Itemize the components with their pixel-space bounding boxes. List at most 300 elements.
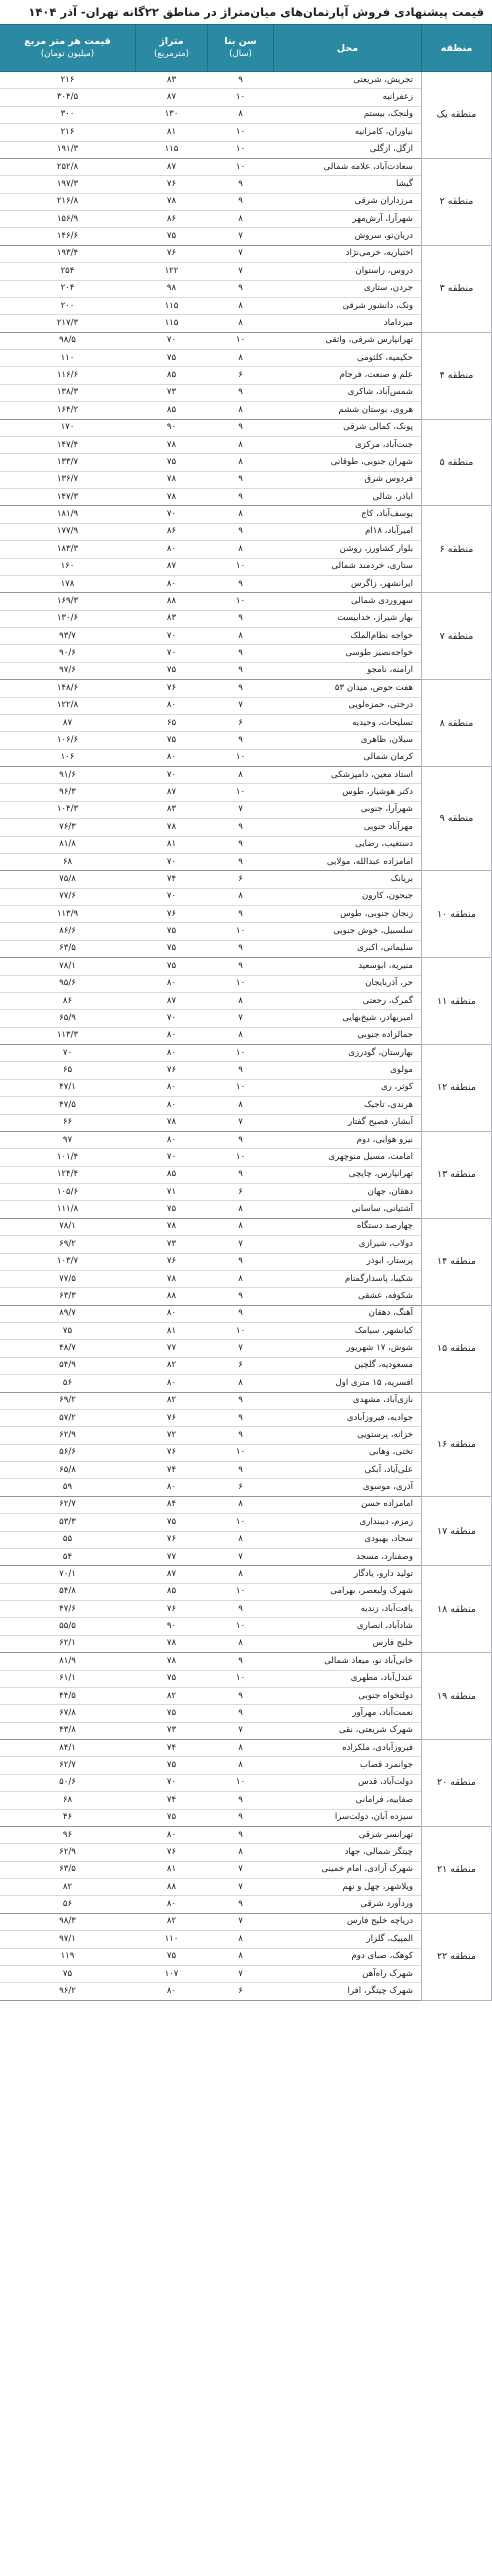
price-cell: ۶۲/۹ bbox=[0, 1427, 136, 1444]
area-cell: ۷۶ bbox=[136, 1844, 208, 1861]
location-cell: آشتیانی، ساسانی bbox=[274, 1201, 422, 1218]
table-row bbox=[0, 1896, 492, 1913]
age-cell: ۹ bbox=[208, 1288, 274, 1305]
location-cell: امیربهادر، شیخ‌بهایی bbox=[274, 1010, 422, 1027]
location-cell: دستغیب، رضایی bbox=[274, 836, 422, 853]
age-cell: ۱۰ bbox=[208, 1444, 274, 1461]
age-cell: ۸ bbox=[208, 1270, 274, 1287]
age-cell: ۹ bbox=[208, 1253, 274, 1270]
area-cell: ۱۱۵ bbox=[136, 141, 208, 158]
region-name: منطقه ۱۳ bbox=[422, 1131, 492, 1218]
table-row bbox=[0, 541, 492, 558]
area-cell: ۸۰ bbox=[136, 1479, 208, 1496]
price-cell: ۵۶ bbox=[0, 1375, 136, 1392]
area-cell: ۷۵ bbox=[136, 732, 208, 749]
table-row bbox=[0, 714, 492, 731]
price-cell: ۱۷۸ bbox=[0, 575, 136, 592]
age-cell: ۹ bbox=[208, 523, 274, 540]
region-name: منطقه ۱۷ bbox=[422, 1496, 492, 1566]
price-cell: ۱۰۱/۴ bbox=[0, 1149, 136, 1166]
location-cell: پرستار، ابوذر bbox=[274, 1253, 422, 1270]
region-name: منطقه ۸ bbox=[422, 680, 492, 767]
area-cell: ۸۳ bbox=[136, 801, 208, 818]
location-cell: خزانه، پرستویی bbox=[274, 1427, 422, 1444]
area-cell: ۱۱۵ bbox=[136, 297, 208, 314]
price-cell: ۸۷ bbox=[0, 714, 136, 731]
area-cell: ۸۷ bbox=[136, 992, 208, 1009]
price-cell: ۵۴/۸ bbox=[0, 1583, 136, 1600]
location-cell: شهرک چیتگر، افرا bbox=[274, 1983, 422, 2000]
age-cell: ۹ bbox=[208, 819, 274, 836]
age-cell: ۸ bbox=[208, 211, 274, 228]
location-cell: امامت، مسیل منوچهری bbox=[274, 1149, 422, 1166]
area-cell: ۹۰ bbox=[136, 419, 208, 436]
location-cell: علم و صنعت، فرجام bbox=[274, 367, 422, 384]
age-cell: ۷ bbox=[208, 1879, 274, 1896]
area-cell: ۹۸ bbox=[136, 280, 208, 297]
age-cell: ۶ bbox=[208, 871, 274, 888]
location-cell: شوش، ۱۷ شهریور bbox=[274, 1340, 422, 1357]
price-cell: ۵۷/۲ bbox=[0, 1409, 136, 1426]
table-row bbox=[0, 1270, 492, 1287]
table-row bbox=[0, 610, 492, 627]
price-cell: ۸۱/۸ bbox=[0, 836, 136, 853]
table-row bbox=[0, 193, 492, 210]
age-cell: ۱۰ bbox=[208, 158, 274, 175]
area-cell: ۸۰ bbox=[136, 1375, 208, 1392]
location-cell: دکتر هوشیار، طوس bbox=[274, 784, 422, 801]
area-cell: ۸۵ bbox=[136, 367, 208, 384]
price-cell: ۶۶ bbox=[0, 1114, 136, 1131]
table-row bbox=[0, 1566, 492, 1583]
age-cell: ۷ bbox=[208, 1236, 274, 1253]
age-cell: ۹ bbox=[208, 280, 274, 297]
price-cell: ۷۶/۳ bbox=[0, 819, 136, 836]
table-row bbox=[0, 1774, 492, 1791]
location-cell: شهرک ولیعصر، بهرامی bbox=[274, 1583, 422, 1600]
location-cell: ستاری، خردمند شمالی bbox=[274, 558, 422, 575]
area-cell: ۸۰ bbox=[136, 1079, 208, 1096]
price-cell: ۱۶۹/۳ bbox=[0, 593, 136, 610]
price-cell: ۷۵ bbox=[0, 1323, 136, 1340]
price-cell: ۴۷/۱ bbox=[0, 1079, 136, 1096]
table-row bbox=[0, 680, 492, 697]
region-name: منطقه ۱۵ bbox=[422, 1305, 492, 1392]
age-cell: ۱۰ bbox=[208, 1323, 274, 1340]
location-cell: شهرک شریعتی، نقی bbox=[274, 1722, 422, 1739]
price-cell: ۱۰۵/۶ bbox=[0, 1184, 136, 1201]
price-cell: ۲۱۶/۸ bbox=[0, 193, 136, 210]
table-row bbox=[0, 350, 492, 367]
area-cell: ۷۴ bbox=[136, 1792, 208, 1809]
area-cell: ۸۷ bbox=[136, 784, 208, 801]
age-cell: ۹ bbox=[208, 1462, 274, 1479]
age-cell: ۸ bbox=[208, 1375, 274, 1392]
area-cell: ۷۰ bbox=[136, 888, 208, 905]
price-cell: ۱۷۷/۹ bbox=[0, 523, 136, 540]
age-cell: ۹ bbox=[208, 1896, 274, 1913]
age-cell: ۹ bbox=[208, 940, 274, 957]
table-row bbox=[0, 662, 492, 679]
price-cell: ۱۲۴/۴ bbox=[0, 1166, 136, 1183]
location-cell: خواجه‌نصیر طوسی bbox=[274, 645, 422, 662]
area-cell: ۸۵ bbox=[136, 402, 208, 419]
table-row bbox=[0, 1965, 492, 1982]
table-row bbox=[0, 89, 492, 106]
location-cell: بهارستان، گودرزی bbox=[274, 1045, 422, 1062]
price-cell: ۱۱۱/۸ bbox=[0, 1201, 136, 1218]
area-cell: ۸۷ bbox=[136, 1566, 208, 1583]
area-cell: ۶۵ bbox=[136, 714, 208, 731]
price-cell: ۵۴/۹ bbox=[0, 1357, 136, 1374]
area-cell: ۸۳ bbox=[136, 610, 208, 627]
location-cell: ولنجک، بیستم bbox=[274, 106, 422, 123]
location-cell: ایرانشهر، زاگرس bbox=[274, 575, 422, 592]
area-cell: ۹۰ bbox=[136, 1618, 208, 1635]
table-row bbox=[0, 1844, 492, 1861]
area-cell: ۷۳ bbox=[136, 1722, 208, 1739]
table-row bbox=[0, 454, 492, 471]
price-cell: ۱۴۶/۶ bbox=[0, 228, 136, 245]
location-cell: مهرآباد جنوبی bbox=[274, 819, 422, 836]
location-cell: المپیک، گلزار bbox=[274, 1931, 422, 1948]
age-cell: ۹ bbox=[208, 471, 274, 488]
header-region: منطقه bbox=[422, 25, 492, 72]
area-cell: ۷۸ bbox=[136, 1653, 208, 1670]
price-cell: ۱۴۷/۴ bbox=[0, 436, 136, 453]
table-row bbox=[0, 158, 492, 175]
table-row bbox=[0, 975, 492, 992]
area-cell: ۸۱ bbox=[136, 836, 208, 853]
table-row bbox=[0, 836, 492, 853]
price-cell: ۷۰ bbox=[0, 1045, 136, 1062]
price-cell: ۱۳۸/۳ bbox=[0, 384, 136, 401]
price-cell: ۲۱۶ bbox=[0, 124, 136, 141]
location-cell: گمرک، رجعتی bbox=[274, 992, 422, 1009]
table-row bbox=[0, 1184, 492, 1201]
location-cell: سعادت‌آباد، علامه شمالی bbox=[274, 158, 422, 175]
region-name: منطقه یک bbox=[422, 72, 492, 159]
age-cell: ۹ bbox=[208, 176, 274, 193]
location-cell: دولت‌آباد، قدس bbox=[274, 1774, 422, 1791]
location-cell: زنجان جنوبی، طوس bbox=[274, 906, 422, 923]
area-cell: ۷۰ bbox=[136, 767, 208, 784]
location-cell: نازی‌آباد، مشهدی bbox=[274, 1392, 422, 1409]
area-cell: ۷۶ bbox=[136, 1062, 208, 1079]
price-cell: ۹۸/۳ bbox=[0, 1913, 136, 1930]
table-row bbox=[0, 1010, 492, 1027]
price-cell: ۳۰۴/۵ bbox=[0, 89, 136, 106]
area-cell: ۷۶ bbox=[136, 906, 208, 923]
region-name: منطقه ۱۱ bbox=[422, 958, 492, 1045]
area-cell: ۷۰ bbox=[136, 1774, 208, 1791]
age-cell: ۹ bbox=[208, 1792, 274, 1809]
area-cell: ۷۶ bbox=[136, 1601, 208, 1618]
age-cell: ۷ bbox=[208, 1340, 274, 1357]
location-cell: چهارصد دستگاه bbox=[274, 1218, 422, 1235]
table-row bbox=[0, 1879, 492, 1896]
area-cell: ۸۱ bbox=[136, 1323, 208, 1340]
area-cell: ۷۸ bbox=[136, 819, 208, 836]
area-cell: ۷۰ bbox=[136, 332, 208, 349]
age-cell: ۹ bbox=[208, 384, 274, 401]
location-cell: پونک، کمالی شرقی bbox=[274, 419, 422, 436]
age-cell: ۸ bbox=[208, 436, 274, 453]
table-row bbox=[0, 176, 492, 193]
location-cell: سهروردی شمالی bbox=[274, 593, 422, 610]
age-cell: ۶ bbox=[208, 1479, 274, 1496]
location-cell: فردوس شرق bbox=[274, 471, 422, 488]
price-cell: ۱۴۷/۳ bbox=[0, 489, 136, 506]
table-row bbox=[0, 1305, 492, 1322]
area-cell: ۷۶ bbox=[136, 245, 208, 262]
location-cell: امیرآباد، ۱۸ام bbox=[274, 523, 422, 540]
area-cell: ۸۵ bbox=[136, 1583, 208, 1600]
price-cell: ۶۵ bbox=[0, 1062, 136, 1079]
price-cell: ۱۰۳/۷ bbox=[0, 1253, 136, 1270]
region-name: منطقه ۹ bbox=[422, 767, 492, 871]
location-cell: شهران جنوبی، طوقانی bbox=[274, 454, 422, 471]
area-cell: ۸۰ bbox=[136, 1826, 208, 1843]
area-cell: ۷۵ bbox=[136, 1809, 208, 1826]
table-row bbox=[0, 1097, 492, 1114]
location-cell: چیتگر شمالی، جهاد bbox=[274, 1844, 422, 1861]
table-row bbox=[0, 245, 492, 262]
table-row bbox=[0, 1670, 492, 1687]
area-cell: ۸۳ bbox=[136, 72, 208, 89]
area-cell: ۷۵ bbox=[136, 1201, 208, 1218]
age-cell: ۹ bbox=[208, 1653, 274, 1670]
table-row bbox=[0, 72, 492, 89]
price-cell: ۹۵/۶ bbox=[0, 975, 136, 992]
location-cell: زعفرانیه bbox=[274, 89, 422, 106]
age-cell: ۸ bbox=[208, 506, 274, 523]
price-cell: ۷۷/۵ bbox=[0, 1270, 136, 1287]
age-cell: ۸ bbox=[208, 315, 274, 332]
table-row bbox=[0, 1131, 492, 1148]
location-cell: ارامنه، نامجو bbox=[274, 662, 422, 679]
page-title: قیمت پیشنهادی فروش آپارتمان‌های میان‌متراژ در مناطق ۲۲گانه تهران- آذر ۱۴۰۴ bbox=[28, 5, 484, 19]
price-cell: ۴۳/۸ bbox=[0, 1722, 136, 1739]
table-row bbox=[0, 1149, 492, 1166]
table-row bbox=[0, 697, 492, 714]
area-cell: ۷۶ bbox=[136, 680, 208, 697]
age-cell: ۹ bbox=[208, 662, 274, 679]
location-cell: منیریه، ابوسعید bbox=[274, 958, 422, 975]
age-cell: ۸ bbox=[208, 1844, 274, 1861]
area-cell: ۸۱ bbox=[136, 124, 208, 141]
table-row bbox=[0, 749, 492, 766]
area-cell: ۸۰ bbox=[136, 975, 208, 992]
age-cell: ۱۰ bbox=[208, 975, 274, 992]
table-row bbox=[0, 593, 492, 610]
age-cell: ۱۰ bbox=[208, 1670, 274, 1687]
age-cell: ۸ bbox=[208, 1740, 274, 1757]
price-cell: ۱۵۶/۹ bbox=[0, 211, 136, 228]
table-row bbox=[0, 1045, 492, 1062]
area-cell: ۷۵ bbox=[136, 1757, 208, 1774]
location-cell: تختی، وهابی bbox=[274, 1444, 422, 1461]
location-cell: وردآورد شرقی bbox=[274, 1896, 422, 1913]
region-name: منطقه ۶ bbox=[422, 506, 492, 593]
table-row bbox=[0, 1496, 492, 1513]
price-cell: ۴۷/۶ bbox=[0, 1601, 136, 1618]
area-cell: ۸۶ bbox=[136, 523, 208, 540]
price-cell: ۲۵۲/۸ bbox=[0, 158, 136, 175]
table-row bbox=[0, 575, 492, 592]
area-cell: ۷۵ bbox=[136, 958, 208, 975]
location-cell: تهرانپارس شرقی، واثقی bbox=[274, 332, 422, 349]
location-cell: مولوی bbox=[274, 1062, 422, 1079]
location-cell: شمس‌آباد، شاکری bbox=[274, 384, 422, 401]
age-cell: ۹ bbox=[208, 1409, 274, 1426]
price-cell: ۷۰/۱ bbox=[0, 1566, 136, 1583]
area-cell: ۷۰ bbox=[136, 645, 208, 662]
area-cell: ۷۰ bbox=[136, 628, 208, 645]
age-cell: ۸ bbox=[208, 1201, 274, 1218]
age-cell: ۸ bbox=[208, 992, 274, 1009]
location-cell: هرندی، تاجیک bbox=[274, 1097, 422, 1114]
price-cell: ۹۳/۷ bbox=[0, 628, 136, 645]
area-cell: ۷۲ bbox=[136, 1427, 208, 1444]
region-name: منطقه ۱۶ bbox=[422, 1392, 492, 1496]
location-cell: جنت‌آباد، مرکزی bbox=[274, 436, 422, 453]
table-row bbox=[0, 384, 492, 401]
area-cell: ۸۰ bbox=[136, 1896, 208, 1913]
location-cell: تجریش، شریعتی bbox=[274, 72, 422, 89]
table-row bbox=[0, 1166, 492, 1183]
age-cell: ۸ bbox=[208, 1948, 274, 1965]
price-table bbox=[0, 24, 492, 2001]
age-cell: ۸ bbox=[208, 1531, 274, 1548]
age-cell: ۱۰ bbox=[208, 749, 274, 766]
table-row bbox=[0, 1531, 492, 1548]
table-row bbox=[0, 419, 492, 436]
table-row bbox=[0, 801, 492, 818]
price-cell: ۶۸ bbox=[0, 1792, 136, 1809]
location-cell: وصفنارد، مسجد bbox=[274, 1548, 422, 1565]
area-cell: ۷۸ bbox=[136, 193, 208, 210]
table-row bbox=[0, 332, 492, 349]
price-cell: ۸۶/۶ bbox=[0, 923, 136, 940]
location-cell: خلیج فارس bbox=[274, 1635, 422, 1652]
location-cell: جوانمرد قصاب bbox=[274, 1757, 422, 1774]
area-cell: ۷۶ bbox=[136, 1253, 208, 1270]
age-cell: ۶ bbox=[208, 714, 274, 731]
location-cell: تهرانسر شرقی bbox=[274, 1826, 422, 1843]
age-cell: ۹ bbox=[208, 1166, 274, 1183]
age-cell: ۹ bbox=[208, 906, 274, 923]
age-cell: ۱۰ bbox=[208, 558, 274, 575]
table-row bbox=[0, 489, 492, 506]
price-cell: ۱۶۴/۲ bbox=[0, 402, 136, 419]
age-cell: ۱۰ bbox=[208, 141, 274, 158]
table-row bbox=[0, 523, 492, 540]
table-row bbox=[0, 1218, 492, 1235]
region-name: منطقه ۲۱ bbox=[422, 1826, 492, 1913]
table-row bbox=[0, 1253, 492, 1270]
area-cell: ۸۵ bbox=[136, 1166, 208, 1183]
age-cell: ۱۰ bbox=[208, 784, 274, 801]
age-cell: ۹ bbox=[208, 489, 274, 506]
price-cell: ۵۶ bbox=[0, 1896, 136, 1913]
area-cell: ۸۲ bbox=[136, 1357, 208, 1374]
table-row bbox=[0, 940, 492, 957]
location-cell: ازگل، ازگلی bbox=[274, 141, 422, 158]
area-cell: ۸۷ bbox=[136, 558, 208, 575]
area-cell: ۸۲ bbox=[136, 1687, 208, 1704]
age-cell: ۹ bbox=[208, 680, 274, 697]
location-cell: شهرآرا، آرش‌مهر bbox=[274, 211, 422, 228]
location-cell: شهرک راه‌آهن bbox=[274, 1965, 422, 1982]
location-cell: سلیمانی، اکبری bbox=[274, 940, 422, 957]
age-cell: ۷ bbox=[208, 1722, 274, 1739]
table-row bbox=[0, 1687, 492, 1704]
price-cell: ۱۸۳/۳ bbox=[0, 541, 136, 558]
location-cell: گیشا bbox=[274, 176, 422, 193]
location-cell: دریان‌نو، سروش bbox=[274, 228, 422, 245]
age-cell: ۱۰ bbox=[208, 1774, 274, 1791]
table-body bbox=[0, 72, 492, 2001]
table-row bbox=[0, 958, 492, 975]
location-cell: جردن، ستاری bbox=[274, 280, 422, 297]
price-cell: ۹۷ bbox=[0, 1131, 136, 1148]
table-row bbox=[0, 506, 492, 523]
area-cell: ۷۵ bbox=[136, 350, 208, 367]
price-cell: ۶۲/۱ bbox=[0, 1635, 136, 1652]
location-cell: بهار شیراز، خدابیست bbox=[274, 610, 422, 627]
region-name: منطقه ۱۸ bbox=[422, 1566, 492, 1653]
price-cell: ۶۲/۹ bbox=[0, 1844, 136, 1861]
location-cell: هروی، بوستان ششم bbox=[274, 402, 422, 419]
age-cell: ۱۰ bbox=[208, 593, 274, 610]
area-cell: ۷۳ bbox=[136, 1236, 208, 1253]
table-row bbox=[0, 992, 492, 1009]
price-cell: ۴۸/۷ bbox=[0, 1340, 136, 1357]
table-row bbox=[0, 645, 492, 662]
area-cell: ۷۱ bbox=[136, 1184, 208, 1201]
price-cell: ۷۸/۱ bbox=[0, 1218, 136, 1235]
table-row bbox=[0, 367, 492, 384]
table-row bbox=[0, 1062, 492, 1079]
area-cell: ۱۱۰ bbox=[136, 1931, 208, 1948]
area-cell: ۸۰ bbox=[136, 749, 208, 766]
table-row bbox=[0, 1462, 492, 1479]
age-cell: ۹ bbox=[208, 958, 274, 975]
location-cell: آهنگ، دهقان bbox=[274, 1305, 422, 1322]
age-cell: ۶ bbox=[208, 1184, 274, 1201]
area-cell: ۷۵ bbox=[136, 662, 208, 679]
table-row bbox=[0, 1201, 492, 1218]
location-cell: درختی، حمزه‌لویی bbox=[274, 697, 422, 714]
location-cell: اختیاریه، خرمی‌نژاد bbox=[274, 245, 422, 262]
table-row bbox=[0, 263, 492, 280]
age-cell: ۹ bbox=[208, 645, 274, 662]
table-row bbox=[0, 280, 492, 297]
area-cell: ۷۶ bbox=[136, 176, 208, 193]
location-cell: نیرو هوایی، دوم bbox=[274, 1131, 422, 1148]
price-cell: ۴۶ bbox=[0, 1809, 136, 1826]
location-cell: کرمان شمالی bbox=[274, 749, 422, 766]
area-cell: ۸۲ bbox=[136, 1913, 208, 1930]
age-cell: ۸ bbox=[208, 1566, 274, 1583]
age-cell: ۷ bbox=[208, 245, 274, 262]
location-cell: ونک، دانشور شرقی bbox=[274, 297, 422, 314]
area-cell: ۷۷ bbox=[136, 1548, 208, 1565]
age-cell: ۱۰ bbox=[208, 1514, 274, 1531]
price-cell: ۵۰/۶ bbox=[0, 1774, 136, 1791]
area-cell: ۸۴ bbox=[136, 1496, 208, 1513]
